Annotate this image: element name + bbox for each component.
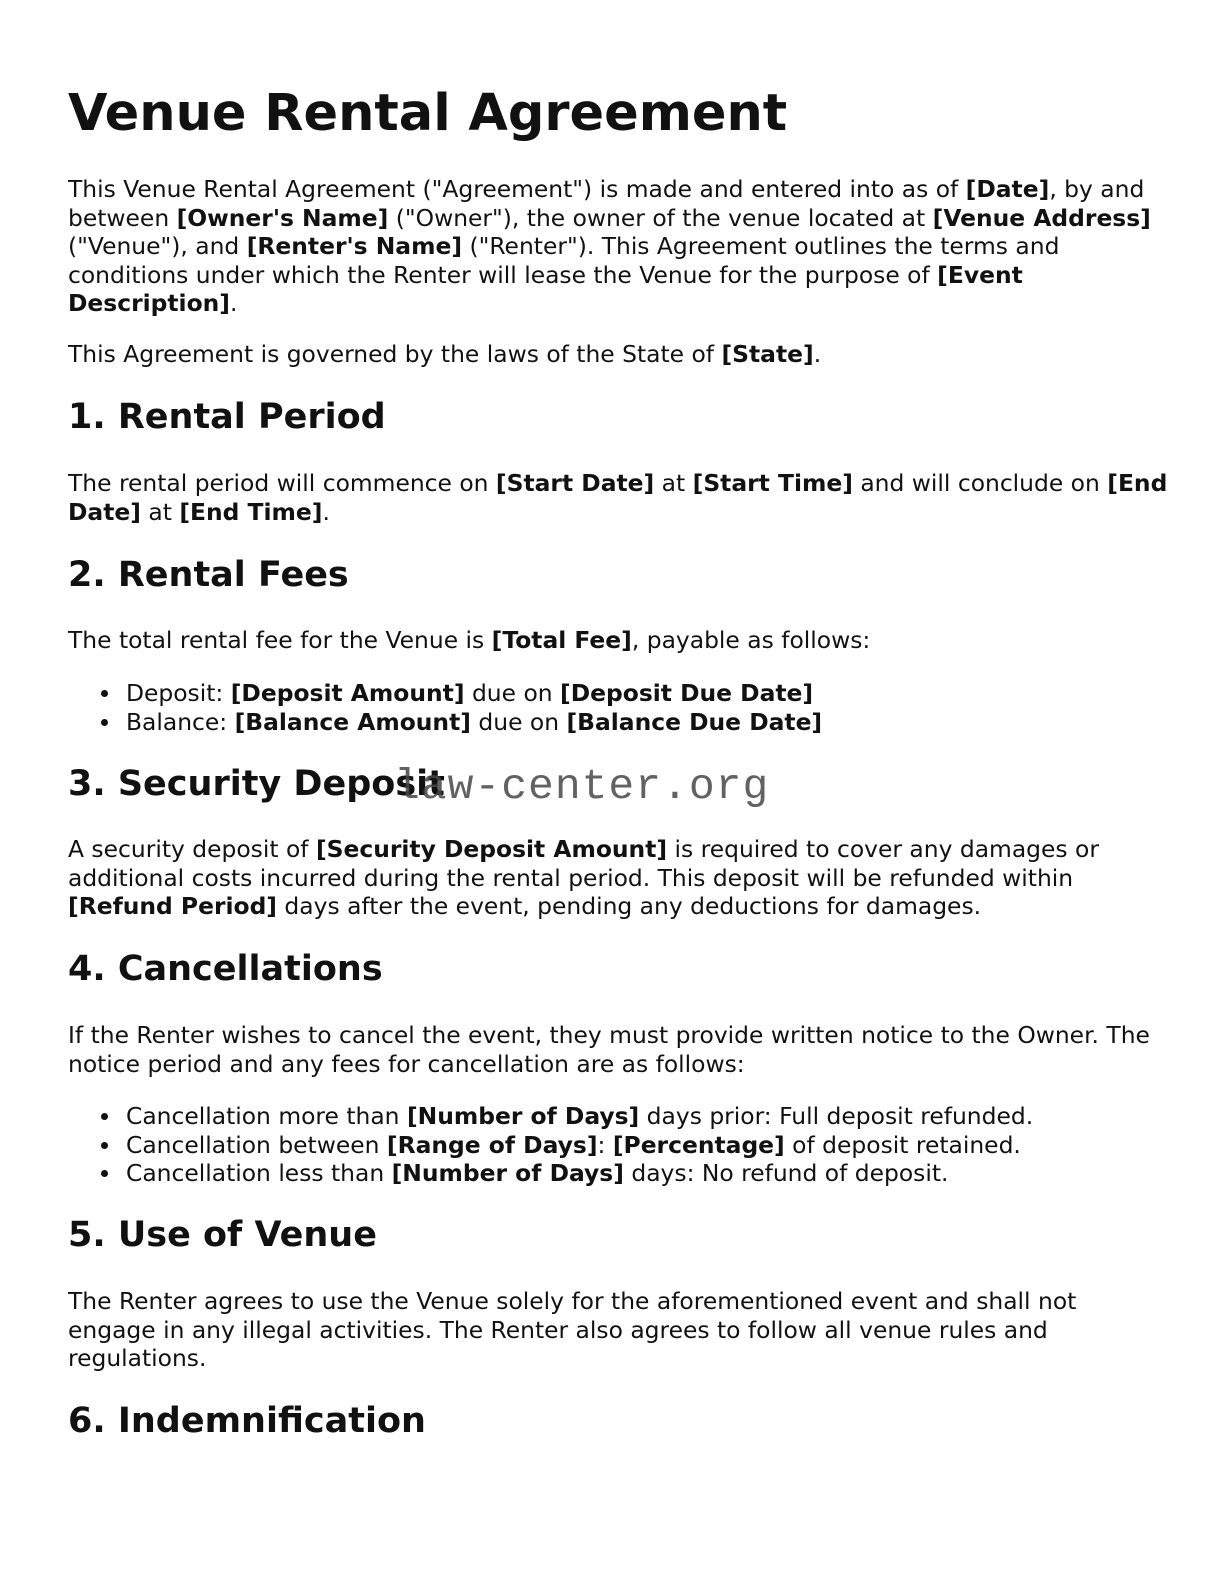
text-run: of deposit retained. bbox=[784, 1130, 1021, 1159]
section-heading-rental-period: 1. Rental Period bbox=[68, 397, 386, 437]
text-run: . bbox=[229, 289, 238, 317]
placeholder-number-of-days: [Number of Days] bbox=[391, 1159, 624, 1187]
list-item bbox=[68, 1131, 1033, 1160]
text-run: and will conclude on bbox=[852, 469, 1108, 497]
placeholder-date: [Date] bbox=[965, 175, 1050, 203]
placeholder-number-of-days: [Number of Days] bbox=[406, 1102, 640, 1130]
text-run: Deposit: bbox=[126, 679, 231, 707]
list-item bbox=[68, 1102, 1033, 1131]
text-run: days after the event, pending any deductions for damages. bbox=[277, 892, 982, 920]
section-heading-indemnification: 6. Indemnification bbox=[68, 1401, 426, 1441]
text-run: is required to cover any damages or additional costs incurred during the rental period. This deposit will be refunded within bbox=[68, 835, 1099, 892]
cancellations-paragraph bbox=[68, 1021, 1168, 1078]
text-run: This Agreement is governed by the laws of the State of bbox=[68, 340, 722, 368]
placeholder-balance-due-date: [Balance Due Date] bbox=[566, 707, 823, 736]
placeholder-renter-name: [Renter's Name] bbox=[246, 232, 463, 260]
placeholder-refund-period: [Refund Period] bbox=[68, 892, 277, 920]
text-run: . bbox=[813, 340, 822, 368]
text-run: . bbox=[322, 497, 330, 526]
watermark: law-center.org bbox=[394, 762, 770, 811]
bullet-icon bbox=[101, 1170, 108, 1177]
placeholder-end-date: [End Date] bbox=[68, 469, 1168, 526]
intro-paragraph bbox=[68, 175, 1168, 318]
text-run: The rental period will commence on bbox=[68, 469, 496, 497]
text-run: ("Venue"), and bbox=[68, 232, 247, 260]
placeholder-state: [State] bbox=[721, 340, 814, 368]
bullet-icon bbox=[101, 1142, 108, 1149]
text-run: , by and between bbox=[68, 175, 1145, 232]
text-run: The total rental fee for the Venue is bbox=[68, 626, 492, 654]
payment-schedule-list bbox=[68, 679, 822, 736]
rental-fees-paragraph bbox=[68, 626, 1168, 655]
text-run: due on bbox=[464, 679, 561, 707]
governing-law-paragraph bbox=[68, 340, 1168, 369]
list-item bbox=[68, 708, 822, 737]
placeholder-event-description: [Event Description] bbox=[68, 260, 1023, 317]
text-run: due on bbox=[470, 707, 567, 736]
placeholder-range-of-days: [Range of Days] bbox=[386, 1130, 598, 1159]
text-run: ("Owner"), the owner of the venue located at bbox=[388, 203, 933, 232]
text-run: ("Renter"). This Agreement outlines the terms and conditions under which the Renter will lease the Venue for the purpose of bbox=[68, 232, 1060, 289]
bullet-icon bbox=[101, 719, 108, 726]
section-heading-use-of-venue: 5. Use of Venue bbox=[68, 1215, 377, 1255]
text-run: days: No refund of deposit. bbox=[623, 1159, 949, 1187]
document-title: Venue Rental Agreement bbox=[68, 84, 788, 143]
text-run: The Renter agrees to use the Venue solely for the aforementioned event and shall not engage in any illegal activities. The Renter also agrees to follow all venue rules and regulations. bbox=[68, 1287, 1077, 1372]
text-run: : bbox=[597, 1130, 613, 1159]
placeholder-owner-name: [Owner's Name] bbox=[176, 203, 389, 232]
text-run: This Venue Rental Agreement ("Agreement") is made and entered into as of bbox=[68, 175, 966, 203]
placeholder-start-date: [Start Date] bbox=[495, 469, 655, 497]
placeholder-venue-address: [Venue Address] bbox=[932, 203, 1151, 232]
cancellation-terms-list bbox=[68, 1102, 1033, 1188]
text-run: If the Renter wishes to cancel the event, they must provide written notice to the Owner. The notice period and any fees for cancellation are as follows: bbox=[68, 1021, 1150, 1078]
text-run: A security deposit of bbox=[68, 835, 316, 863]
placeholder-end-time: [End Time] bbox=[179, 497, 323, 526]
use-of-venue-paragraph bbox=[68, 1287, 1168, 1373]
section-heading-cancellations: 4. Cancellations bbox=[68, 949, 383, 989]
text-run: Balance: bbox=[126, 707, 235, 736]
text-run: Cancellation less than bbox=[126, 1159, 392, 1187]
list-item bbox=[68, 1159, 1033, 1188]
bullet-icon bbox=[101, 1113, 108, 1120]
section-heading-security-deposit: 3. Security Deposit bbox=[68, 764, 445, 804]
placeholder-percentage: [Percentage] bbox=[612, 1130, 785, 1159]
text-run: Cancellation more than bbox=[126, 1102, 407, 1130]
placeholder-deposit-amount: [Deposit Amount] bbox=[230, 679, 465, 707]
placeholder-security-deposit-amount: [Security Deposit Amount] bbox=[315, 835, 668, 863]
text-run: at bbox=[140, 497, 180, 526]
text-run: days prior: Full deposit refunded. bbox=[639, 1102, 1034, 1130]
rental-period-paragraph bbox=[68, 469, 1168, 526]
placeholder-deposit-due-date: [Deposit Due Date] bbox=[560, 679, 814, 707]
section-heading-rental-fees: 2. Rental Fees bbox=[68, 555, 349, 595]
text-run: Cancellation between bbox=[126, 1130, 387, 1159]
placeholder-start-time: [Start Time] bbox=[692, 469, 853, 497]
text-run: , payable as follows: bbox=[631, 626, 871, 654]
placeholder-balance-amount: [Balance Amount] bbox=[234, 707, 471, 736]
bullet-icon bbox=[101, 690, 108, 697]
list-item bbox=[68, 679, 822, 708]
text-run: at bbox=[654, 469, 693, 497]
security-deposit-paragraph bbox=[68, 835, 1168, 921]
placeholder-total-fee: [Total Fee] bbox=[491, 626, 632, 654]
